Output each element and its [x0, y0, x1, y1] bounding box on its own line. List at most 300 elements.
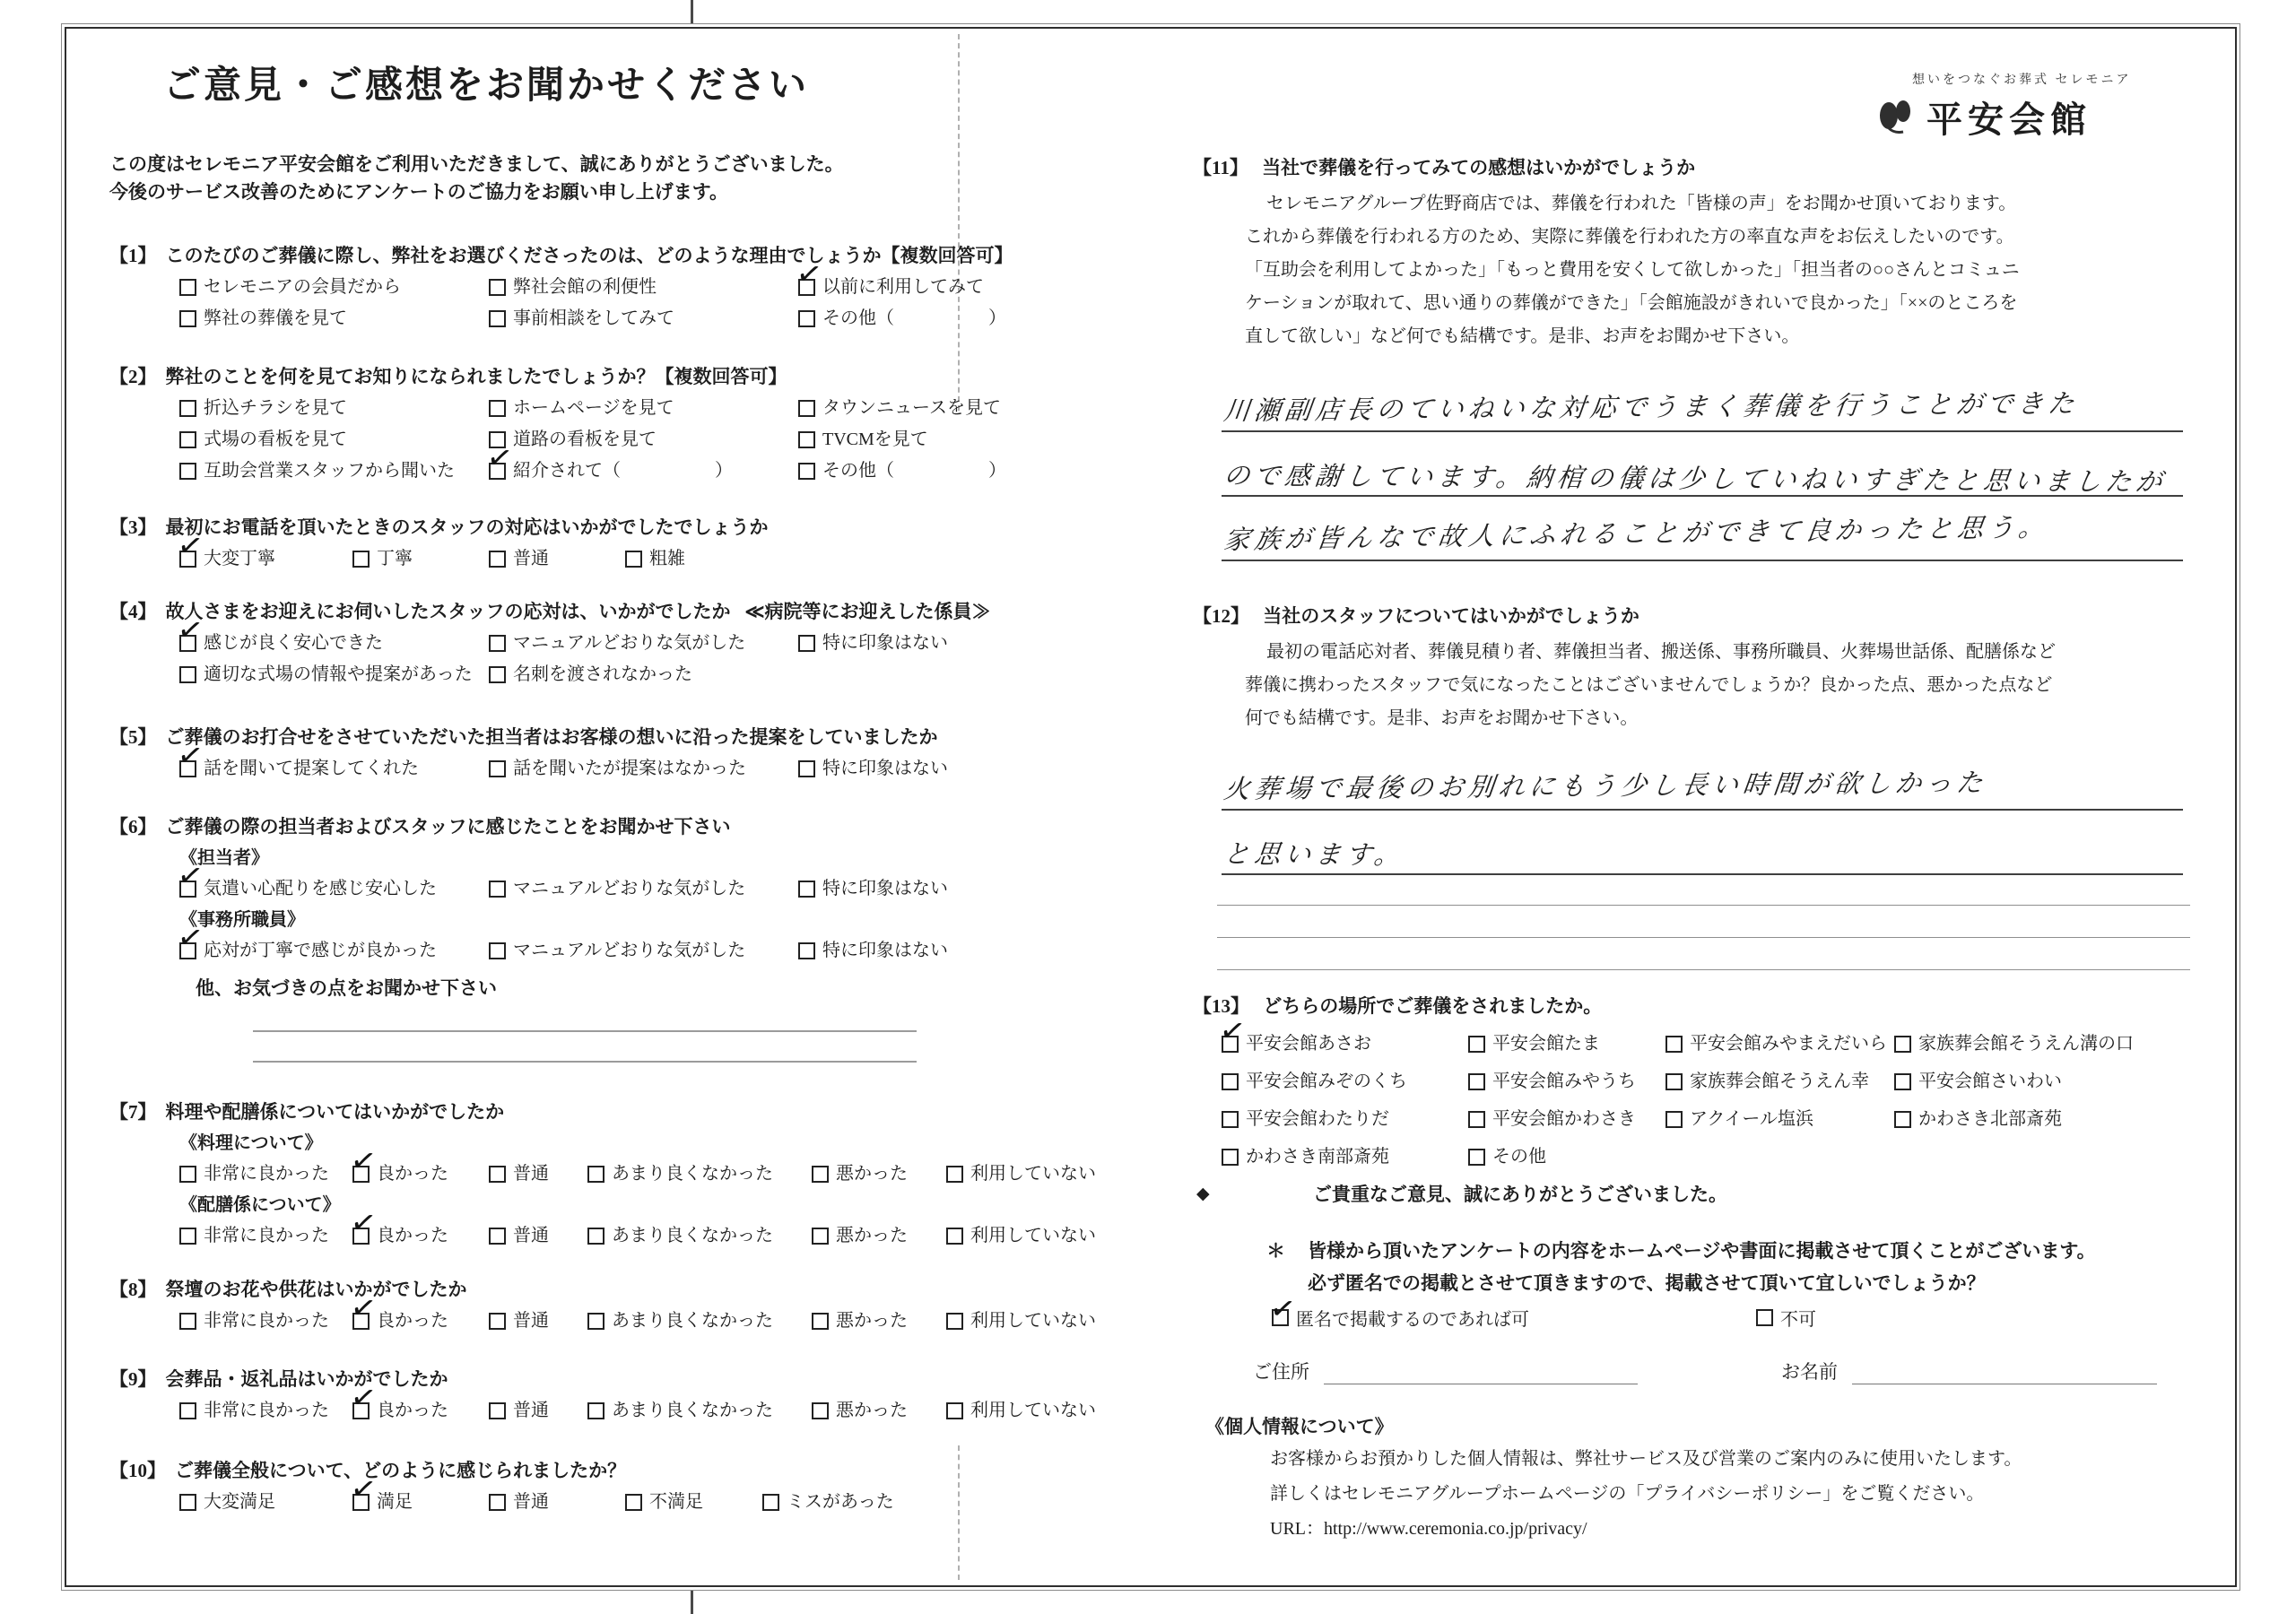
checkbox-checked-icon[interactable] — [179, 551, 196, 568]
question-description — [1193, 636, 2224, 735]
checkbox-icon[interactable] — [798, 310, 815, 327]
checkbox-checked-icon[interactable] — [352, 1166, 370, 1183]
option-label: 匿名で掲載するのであれば可 — [1296, 1310, 1529, 1330]
option-label: ） — [988, 461, 1006, 481]
checkbox-option[interactable] — [179, 1307, 352, 1334]
checkbox-icon[interactable] — [489, 881, 506, 898]
option-label: 平安会館みやうち — [1492, 1072, 1636, 1091]
checkbox-option[interactable] — [625, 1488, 762, 1515]
checkbox-option[interactable] — [1222, 1106, 1468, 1132]
checkbox-option[interactable] — [798, 426, 928, 453]
checkbox-icon[interactable] — [762, 1494, 779, 1511]
checkbox-option[interactable] — [179, 395, 489, 421]
question-heading — [109, 514, 1181, 541]
question-heading — [1193, 603, 2224, 629]
diamond-bullet-icon: ◆ — [1196, 1184, 1210, 1203]
checkbox-option[interactable] — [179, 273, 489, 300]
checkbox-option[interactable] — [946, 1307, 1096, 1334]
option-label: 悪かった — [836, 1164, 908, 1184]
question-heading — [109, 813, 1181, 840]
checkbox-icon[interactable] — [179, 1494, 196, 1511]
checkbox-option[interactable] — [1222, 1143, 1468, 1170]
checkbox-icon[interactable] — [489, 279, 506, 296]
option-label: 平安会館かわさき — [1492, 1109, 1636, 1129]
checkbox-option[interactable] — [489, 875, 798, 902]
checkbox-option[interactable] — [1894, 1068, 2062, 1095]
checkbox-option[interactable] — [1665, 1106, 1894, 1132]
checkbox-icon[interactable] — [179, 431, 196, 448]
checkbox-icon[interactable] — [625, 1494, 642, 1511]
checkbox-option[interactable] — [489, 1488, 625, 1515]
checkbox-option[interactable] — [798, 755, 948, 782]
checkbox-option[interactable] — [352, 1222, 489, 1249]
checkbox-option[interactable] — [625, 545, 685, 572]
checkbox-option[interactable] — [489, 395, 798, 421]
option-label: 悪かった — [836, 1401, 908, 1420]
checkbox-checked-icon[interactable] — [1222, 1036, 1239, 1053]
answer-line[interactable] — [1222, 432, 2183, 497]
checkbox-icon[interactable] — [489, 1494, 506, 1511]
question-description — [1193, 187, 2224, 353]
checkbox-icon[interactable] — [489, 760, 506, 777]
checkbox-option[interactable] — [352, 545, 489, 572]
checkbox-icon[interactable] — [812, 1402, 829, 1419]
question-title: このたびのご葬儀に際し、弊社をお選びくださったのは、どのような理由でしょうか【複数回答可】 — [165, 245, 1013, 266]
option-label: ） — [715, 461, 733, 481]
checkbox-icon[interactable] — [798, 635, 815, 652]
checkbox-icon[interactable] — [489, 1313, 506, 1330]
checkbox-icon[interactable] — [798, 431, 815, 448]
checkbox-checked-icon[interactable] — [352, 1402, 370, 1419]
question-description-line: セレモニアグループ佐野商店では、葬儀を行われた「皆様の声」をお聞かせ頂いております。 — [1266, 194, 2017, 213]
checkbox-checked-icon[interactable] — [352, 1494, 370, 1511]
checkbox-option[interactable] — [812, 1397, 946, 1424]
checkbox-option[interactable] — [1222, 1030, 1468, 1057]
option-label: 特に印象はない — [822, 633, 948, 653]
checkbox-icon[interactable] — [179, 279, 196, 296]
answer-line[interactable] — [1222, 746, 2183, 811]
question-10 — [109, 1457, 1181, 1515]
checkbox-icon[interactable] — [1665, 1111, 1683, 1128]
handwritten-text: 家族が皆んなで故人にふれることができて良かったと思う。 — [1222, 511, 2051, 556]
options-row — [109, 875, 1181, 902]
option-label: 平安会館みやまえだいら — [1690, 1034, 1887, 1054]
question-12 — [1193, 603, 2224, 735]
checkbox-option[interactable] — [812, 1222, 946, 1249]
checkbox-icon[interactable] — [179, 666, 196, 683]
checkbox-option[interactable] — [1222, 1068, 1468, 1095]
checkbox-option[interactable] — [1756, 1305, 1816, 1331]
option-label: 良かった — [377, 1311, 448, 1331]
checkbox-icon[interactable] — [1222, 1149, 1239, 1166]
checkbox-option[interactable] — [798, 273, 984, 300]
options-row — [109, 755, 1181, 782]
checkbox-checked-icon[interactable] — [179, 760, 196, 777]
checkbox-icon[interactable] — [946, 1313, 963, 1330]
question-number: 【1】 — [109, 245, 157, 266]
checkbox-checked-icon[interactable] — [1272, 1309, 1289, 1326]
checkbox-icon[interactable] — [489, 551, 506, 568]
intro-line-1: この度はセレモニア平安会館をご利用いただきまして、誠にありがとうございました。 — [109, 153, 844, 175]
comment-line[interactable] — [253, 1023, 917, 1032]
checkbox-icon[interactable] — [489, 942, 506, 959]
checkbox-icon[interactable] — [798, 760, 815, 777]
checkbox-icon[interactable] — [946, 1402, 963, 1419]
checkbox-icon[interactable] — [798, 400, 815, 417]
checkbox-icon[interactable] — [798, 463, 815, 480]
option-label: 気遣い心配りを感じ安心した — [204, 879, 437, 898]
option-label: 平安会館たま — [1492, 1034, 1600, 1054]
privacy-heading: 《個人情報について》 — [1205, 1416, 1394, 1437]
checkbox-option[interactable] — [587, 1160, 812, 1187]
option-group-label: 《事務所職員》 — [179, 910, 305, 930]
question-8 — [109, 1276, 1181, 1334]
brand-tagline: 想いをつなぐお葬式 セレモニア — [1912, 74, 2132, 87]
consent-line-2: 必ず匿名での掲載とさせて頂きますので、掲載させて頂いて宜しいでしょうか？ — [1308, 1272, 1986, 1294]
option-label: 不可 — [1780, 1310, 1816, 1330]
free-comment-prompt: 他、お気づきの点をお聞かせ下さい — [196, 977, 497, 999]
question-heading — [109, 598, 1181, 625]
option-label: マニュアルどおりな気がした — [513, 941, 746, 960]
option-label: 弊社会館の利便性 — [513, 277, 657, 297]
checkbox-option[interactable] — [179, 1488, 352, 1515]
option-label: ） — [988, 308, 1006, 328]
checkbox-option[interactable] — [1468, 1068, 1665, 1095]
checkbox-option[interactable] — [352, 1307, 489, 1334]
checkbox-icon[interactable] — [1468, 1111, 1485, 1128]
question-heading — [109, 363, 1181, 390]
checkbox-option[interactable] — [1894, 1106, 2062, 1132]
question-description-line: 直して欲しい」など何でも結構です。是非、お声をお聞かせ下さい。 — [1245, 326, 1800, 346]
option-label: 平安会館みぞのくち — [1246, 1072, 1407, 1091]
checkbox-option[interactable] — [489, 457, 798, 484]
checkbox-icon[interactable] — [489, 310, 506, 327]
option-label: 大変丁寧 — [204, 549, 275, 568]
checkbox-icon[interactable] — [489, 635, 506, 652]
checkbox-icon[interactable] — [352, 551, 370, 568]
checkbox-icon[interactable] — [587, 1313, 604, 1330]
checkbox-icon[interactable] — [1665, 1036, 1683, 1053]
question-9 — [109, 1366, 1181, 1424]
checkbox-option[interactable] — [762, 1488, 894, 1515]
checkbox-option[interactable] — [352, 1397, 489, 1424]
options-row — [109, 1397, 1181, 1424]
option-label: タウンニュースを見て — [822, 398, 1001, 418]
checkbox-icon[interactable] — [625, 551, 642, 568]
option-label: 家族葬会館そうえん溝の口 — [1918, 1034, 2134, 1054]
intro-line-2: 今後のサービス改善のためにアンケートのご協力をお願い申し上げます。 — [109, 181, 729, 203]
comment-line[interactable] — [253, 1054, 917, 1063]
option-label: 以前に利用してみて — [822, 277, 984, 297]
checkbox-icon[interactable] — [587, 1402, 604, 1419]
question-number: 【13】 — [1193, 995, 1249, 1017]
question-1 — [109, 242, 1181, 332]
checkbox-icon[interactable] — [489, 400, 506, 417]
option-label: 利用していない — [970, 1164, 1096, 1184]
option-label: 平安会館あさお — [1246, 1034, 1371, 1054]
checkbox-option[interactable] — [179, 305, 489, 332]
handwritten-text: 火葬場で最後のお別れにもう少し長い時間が欲しかった — [1222, 767, 1989, 805]
handwritten-text: ので感謝しています。納棺の儀は少していねいすぎたと思いましたが — [1222, 460, 2169, 498]
checkbox-icon[interactable] — [1468, 1036, 1485, 1053]
checkbox-option[interactable] — [1894, 1030, 2134, 1057]
option-label: 式場の看板を見て — [204, 430, 347, 449]
checkbox-option[interactable] — [489, 305, 798, 332]
option-label: 丁寧 — [377, 549, 413, 568]
checkbox-icon[interactable] — [1894, 1073, 1911, 1090]
checkbox-option[interactable] — [489, 273, 798, 300]
checkbox-checked-icon[interactable] — [489, 463, 506, 480]
checkbox-checked-icon[interactable] — [179, 942, 196, 959]
blank-answer-line[interactable] — [1217, 906, 2190, 938]
checkbox-option[interactable] — [946, 1222, 1096, 1249]
consent-line-1: 皆様から頂いたアンケートの内容をホームページや書面に掲載させて頂くことがございます。 — [1308, 1240, 2096, 1262]
checkbox-checked-icon[interactable] — [179, 635, 196, 652]
option-label: あまり良くなかった — [612, 1164, 773, 1184]
option-label: 大変満足 — [204, 1492, 275, 1512]
checkbox-option[interactable] — [489, 755, 798, 782]
checkbox-option[interactable] — [489, 1222, 587, 1249]
question-title: ご葬儀のお打合せをさせていただいた担当者はお客様の想いに沿った提案をしていましたか — [165, 726, 938, 748]
options-row — [109, 426, 1181, 453]
checkbox-icon[interactable] — [1222, 1111, 1239, 1128]
checkbox-icon[interactable] — [1468, 1073, 1485, 1090]
checkbox-icon[interactable] — [179, 1228, 196, 1245]
checkbox-option[interactable] — [587, 1222, 812, 1249]
checkbox-option[interactable] — [179, 875, 489, 902]
form-sheet — [65, 27, 2237, 1587]
option-label: 紹介されて（ — [513, 461, 621, 481]
checkbox-icon[interactable] — [812, 1313, 829, 1330]
checkbox-option[interactable] — [179, 937, 489, 964]
checkbox-icon[interactable] — [1894, 1111, 1911, 1128]
option-label: 粗雑 — [649, 549, 685, 568]
option-label: ホームページを見て — [513, 398, 674, 418]
option-label: 名刺を渡されなかった — [513, 664, 692, 684]
option-label: 普通 — [513, 549, 549, 568]
option-label: 事前相談をしてみて — [513, 308, 674, 328]
checkbox-option[interactable] — [946, 1160, 1096, 1187]
question-number: 【8】 — [109, 1279, 157, 1300]
checkbox-checked-icon[interactable] — [179, 881, 196, 898]
checkbox-option[interactable] — [1665, 1030, 1894, 1057]
checkbox-option[interactable] — [179, 1222, 352, 1249]
question-title: 弊社のことを何を見てお知りになられましたでしょうか？【複数回答可】 — [165, 366, 787, 387]
venue-options — [1193, 1030, 2224, 1170]
consent-options — [1266, 1305, 2224, 1331]
checkbox-option[interactable] — [798, 875, 948, 902]
handwritten-text: 川瀬副店長のていねいな対応でうまく葬儀を行うことができた — [1222, 387, 2081, 427]
checkbox-option[interactable] — [489, 545, 625, 572]
checkbox-option[interactable] — [1468, 1143, 1665, 1170]
options-row — [109, 1160, 1181, 1187]
option-label: 利用していない — [970, 1311, 1096, 1331]
checkbox-icon[interactable] — [1468, 1149, 1485, 1166]
checkbox-option[interactable] — [489, 1307, 587, 1334]
checkbox-option[interactable] — [489, 1397, 587, 1424]
checkbox-option[interactable] — [1665, 1068, 1894, 1095]
checkbox-option[interactable] — [489, 1160, 587, 1187]
options-row — [109, 661, 1181, 688]
answer-line[interactable] — [1222, 497, 2183, 561]
checkbox-option[interactable] — [489, 426, 798, 453]
checkbox-icon[interactable] — [179, 1313, 196, 1330]
question-number: 【4】 — [109, 601, 157, 622]
checkbox-option[interactable] — [812, 1307, 946, 1334]
option-label: 弊社の葬儀を見て — [204, 308, 347, 328]
option-label: 利用していない — [970, 1401, 1096, 1420]
options-row — [109, 305, 1181, 332]
checkbox-option[interactable] — [1468, 1030, 1665, 1057]
option-label: 悪かった — [836, 1311, 908, 1331]
thanks-note — [1193, 1181, 2224, 1208]
question-7 — [109, 1098, 1181, 1249]
option-label: 利用していない — [970, 1226, 1096, 1245]
answer-line[interactable] — [1222, 368, 2183, 432]
answer-line[interactable] — [1222, 811, 2183, 875]
checkbox-checked-icon[interactable] — [798, 279, 815, 296]
option-label: 話を聞いたが提案はなかった — [513, 759, 746, 778]
question-number: 【3】 — [109, 516, 157, 538]
checkbox-icon[interactable] — [179, 1166, 196, 1183]
brand-name: 平安会館 — [1926, 100, 2092, 140]
checkbox-option[interactable] — [179, 661, 489, 688]
option-label: マニュアルどおりな気がした — [513, 879, 746, 898]
option-group-label: 《担当者》 — [179, 848, 269, 868]
question-4 — [109, 598, 1181, 688]
checkbox-icon[interactable] — [489, 1228, 506, 1245]
checkbox-icon[interactable] — [179, 463, 196, 480]
checkbox-icon[interactable] — [587, 1228, 604, 1245]
checkbox-icon[interactable] — [179, 310, 196, 327]
checkbox-option[interactable] — [179, 755, 489, 782]
checkbox-icon[interactable] — [798, 942, 815, 959]
checkbox-option[interactable] — [798, 937, 948, 964]
options-row — [109, 1488, 1181, 1515]
option-label: 満足 — [377, 1492, 413, 1512]
q11-handwritten-answer — [1193, 368, 2224, 561]
question-11 — [1193, 154, 2224, 353]
checkbox-option[interactable] — [179, 1397, 352, 1424]
option-label: 平安会館わたりだ — [1246, 1109, 1389, 1129]
question-number: 【10】 — [109, 1460, 166, 1481]
checkbox-option[interactable] — [489, 629, 798, 656]
checkbox-option[interactable] — [179, 629, 489, 656]
option-label: 特に印象はない — [822, 759, 948, 778]
thanks-text: ご貴重なご意見、誠にありがとうございました。 — [1313, 1184, 1727, 1205]
checkbox-option[interactable] — [798, 457, 1006, 484]
address-input-line[interactable] — [1324, 1360, 1638, 1384]
blank-answer-line[interactable] — [1217, 873, 2190, 906]
left-column — [109, 45, 1181, 1515]
checkbox-option[interactable] — [946, 1397, 1096, 1424]
checkbox-option[interactable] — [489, 661, 692, 688]
question-heading — [109, 242, 1181, 269]
checkbox-checked-icon[interactable] — [352, 1228, 370, 1245]
q12-blank-lines — [1193, 873, 2224, 970]
option-label: 感じが良く安心できた — [204, 633, 383, 653]
checkbox-option[interactable] — [798, 305, 1006, 332]
checkbox-option[interactable] — [587, 1307, 812, 1334]
checkbox-icon[interactable] — [489, 1402, 506, 1419]
question-description-line: 最初の電話応対者、葬儀見積り者、葬儀担当者、搬送係、事務所職員、火葬場世話係、配膳係など — [1266, 642, 2056, 662]
checkbox-checked-icon[interactable] — [352, 1313, 370, 1330]
checkbox-option[interactable] — [352, 1488, 489, 1515]
checkbox-icon[interactable] — [179, 1402, 196, 1419]
address-name-row — [1193, 1358, 2224, 1384]
option-label: あまり良くなかった — [612, 1311, 773, 1331]
question-heading — [109, 1098, 1181, 1125]
blank-answer-line[interactable] — [1217, 938, 2190, 970]
checkbox-option[interactable] — [812, 1160, 946, 1187]
checkbox-icon[interactable] — [946, 1166, 963, 1183]
option-label: 話を聞いて提案してくれた — [204, 759, 419, 778]
fold-mark-bottom — [691, 1591, 693, 1614]
checkbox-option[interactable] — [179, 1160, 352, 1187]
name-input-line[interactable] — [1852, 1360, 2157, 1384]
option-label: かわさき南部斎苑 — [1246, 1147, 1389, 1167]
option-label: 非常に良かった — [204, 1164, 329, 1184]
options-row — [109, 545, 1181, 572]
checkbox-option[interactable] — [179, 457, 489, 484]
question-description-line: 「互助会を利用してよかった」「もっと費用を安くして欲しかった」「担当者の○○さんとコミュニ — [1245, 260, 2020, 280]
option-label: その他（ — [822, 461, 894, 481]
checkbox-icon[interactable] — [489, 666, 506, 683]
question-number: 【9】 — [109, 1368, 157, 1390]
checkbox-icon[interactable] — [1222, 1073, 1239, 1090]
option-label: あまり良くなかった — [612, 1226, 773, 1245]
options-row — [1193, 1106, 2224, 1132]
checkbox-option[interactable] — [798, 629, 948, 656]
option-label: 非常に良かった — [204, 1226, 329, 1245]
checkbox-icon[interactable] — [812, 1228, 829, 1245]
question-number: 【6】 — [109, 816, 157, 837]
checkbox-option[interactable] — [489, 937, 798, 964]
checkbox-icon[interactable] — [798, 881, 815, 898]
checkbox-option[interactable] — [587, 1397, 812, 1424]
checkbox-icon[interactable] — [1665, 1073, 1683, 1090]
checkbox-option[interactable] — [1272, 1305, 1756, 1331]
checkbox-option[interactable] — [179, 545, 352, 572]
checkbox-icon[interactable] — [1894, 1036, 1911, 1053]
question-heading — [1193, 154, 2224, 181]
asterisk-icon: ＊ — [1266, 1240, 1285, 1262]
checkbox-option[interactable] — [798, 395, 1001, 421]
question-5 — [109, 724, 1181, 782]
question-number: 【7】 — [109, 1101, 157, 1123]
option-label: アクイール塩浜 — [1690, 1109, 1813, 1129]
option-label: 道路の看板を見て — [513, 430, 657, 449]
consent-section — [1193, 1235, 2224, 1331]
checkbox-icon[interactable] — [179, 400, 196, 417]
page-title: ご意見・ご感想をお聞かせください — [162, 65, 809, 107]
checkbox-icon[interactable] — [1756, 1309, 1773, 1326]
checkbox-icon[interactable] — [946, 1228, 963, 1245]
question-13 — [1193, 993, 2224, 1170]
checkbox-icon[interactable] — [489, 1166, 506, 1183]
checkbox-option[interactable] — [352, 1160, 489, 1187]
privacy-line-1: お客様からお預かりした個人情報は、弊社サービス及び営業のご案内のみに使用いたします。 — [1270, 1449, 2022, 1469]
privacy-section — [1193, 1411, 2224, 1547]
options-row — [109, 273, 1181, 300]
checkbox-option[interactable] — [1468, 1106, 1665, 1132]
option-label: 非常に良かった — [204, 1401, 329, 1420]
checkbox-icon[interactable] — [587, 1166, 604, 1183]
option-label: 普通 — [513, 1164, 549, 1184]
checkbox-icon[interactable] — [812, 1166, 829, 1183]
checkbox-option[interactable] — [179, 426, 489, 453]
question-number: 【12】 — [1193, 605, 1249, 627]
